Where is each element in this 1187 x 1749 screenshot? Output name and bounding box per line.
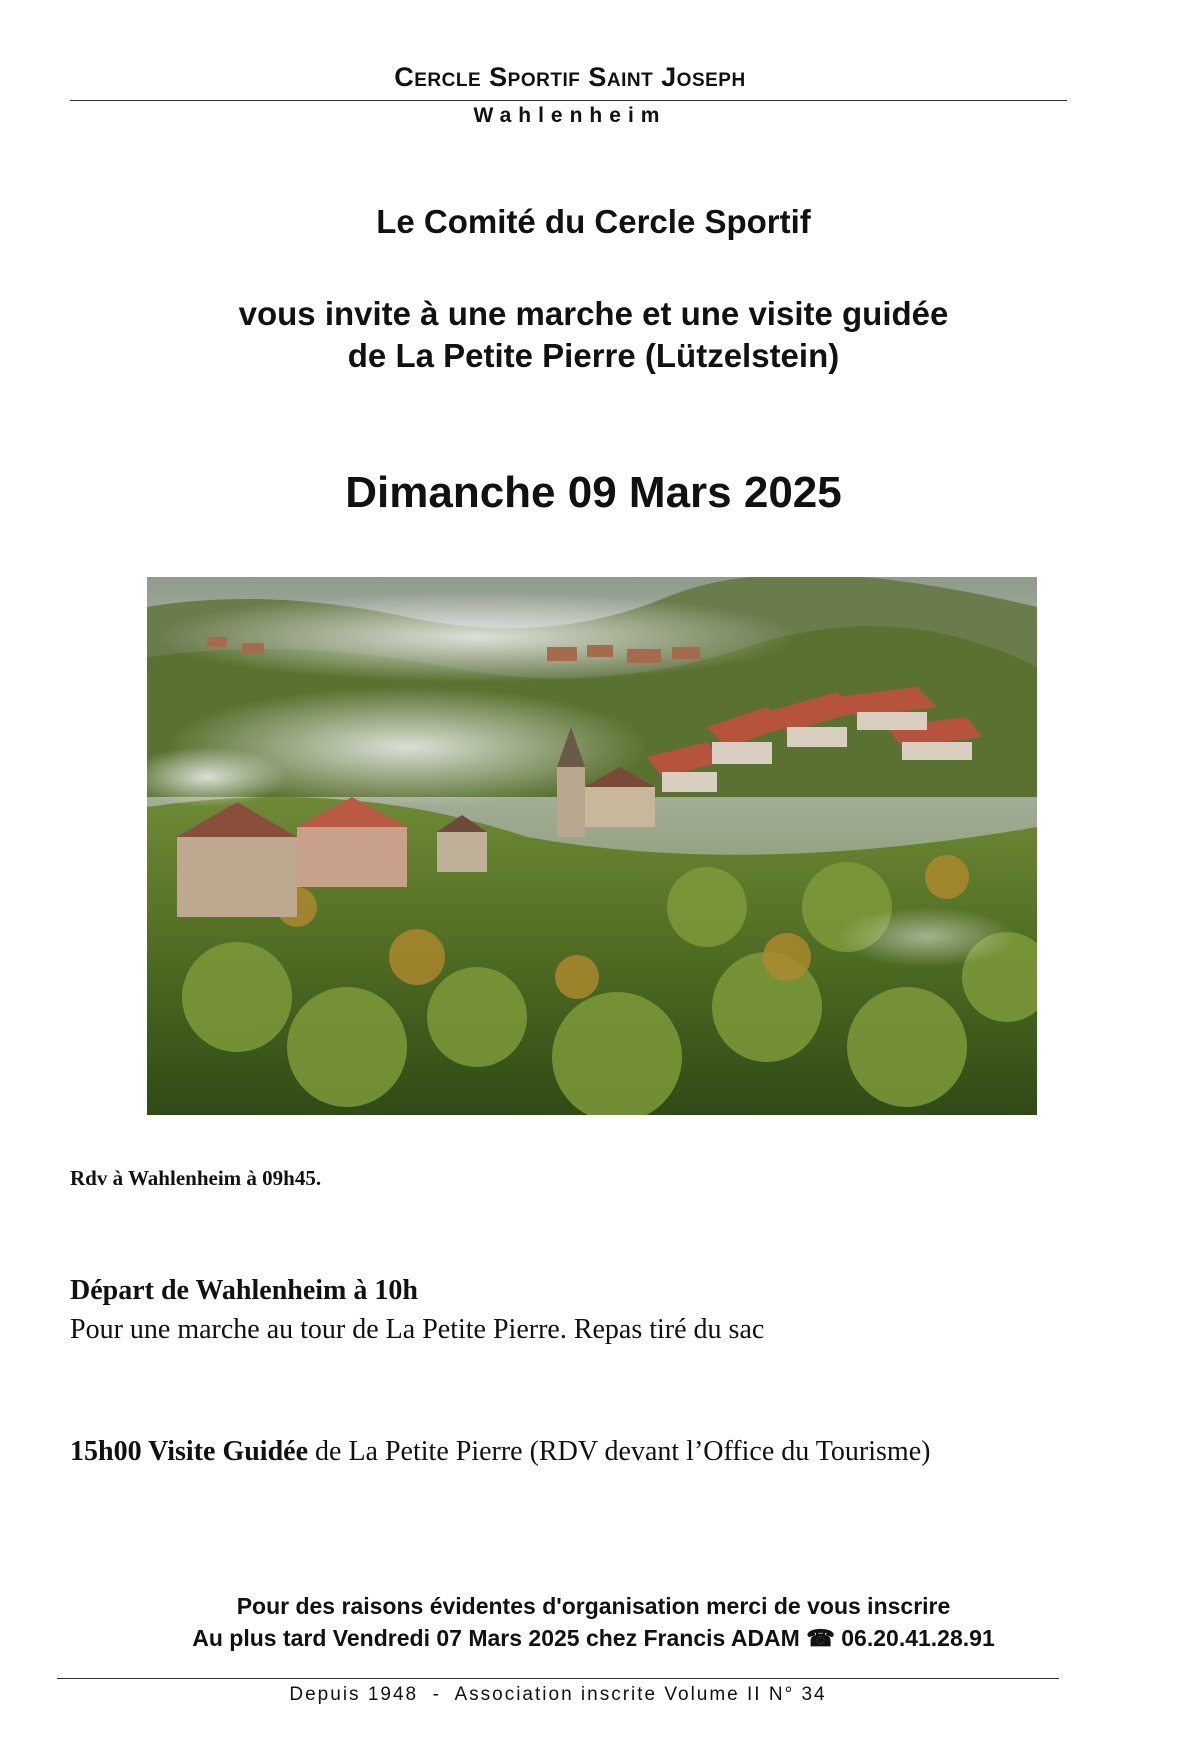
header-divider xyxy=(70,100,1067,101)
footer-text: Depuis 1948 - Association inscrite Volume II N° 34 xyxy=(289,1684,827,1705)
village-photo-illustration xyxy=(147,577,1037,1115)
footer-divider xyxy=(57,1678,1059,1679)
guided-visit-time: 15h00 Visite Guidée xyxy=(70,1436,309,1467)
invitation-text xyxy=(0,293,1187,377)
departure-description: Pour une marche au tour de La Petite Pierre. Repas tiré du sac xyxy=(70,1314,765,1345)
registration-line-2 xyxy=(0,1622,1187,1654)
event-date: Dimanche 09 Mars 2025 xyxy=(345,468,842,517)
organization-town: Wahlenheim xyxy=(473,104,667,127)
meeting-time: Rdv à Wahlenheim à 09h45. xyxy=(70,1166,322,1190)
departure-heading: Départ de Wahlenheim à 10h xyxy=(70,1275,418,1306)
invitation-line-1: vous invite à une marche et une visite guidée xyxy=(238,295,949,332)
invitation-line-2: de La Petite Pierre (Lützelstein) xyxy=(347,337,840,374)
phone-number: 06.20.41.28.91 xyxy=(834,1625,995,1651)
committee-heading: Le Comité du Cercle Sportif xyxy=(376,203,811,240)
registration-line-1: Pour des raisons évidentes d'organisation merci de vous inscrire xyxy=(236,1593,951,1619)
organization-name: Cercle Sportif Saint Joseph xyxy=(394,62,746,92)
phone-icon: ☎ xyxy=(806,1625,835,1651)
registration-notice xyxy=(0,1590,1187,1654)
guided-visit-paragraph xyxy=(70,1432,1112,1472)
village-aerial-photo xyxy=(147,577,1037,1115)
registration-deadline: Au plus tard Vendredi 07 Mars 2025 chez Francis ADAM xyxy=(192,1625,807,1651)
guided-visit-description: de La Petite Pierre (RDV devant l’Office du Tourisme) xyxy=(308,1436,931,1467)
